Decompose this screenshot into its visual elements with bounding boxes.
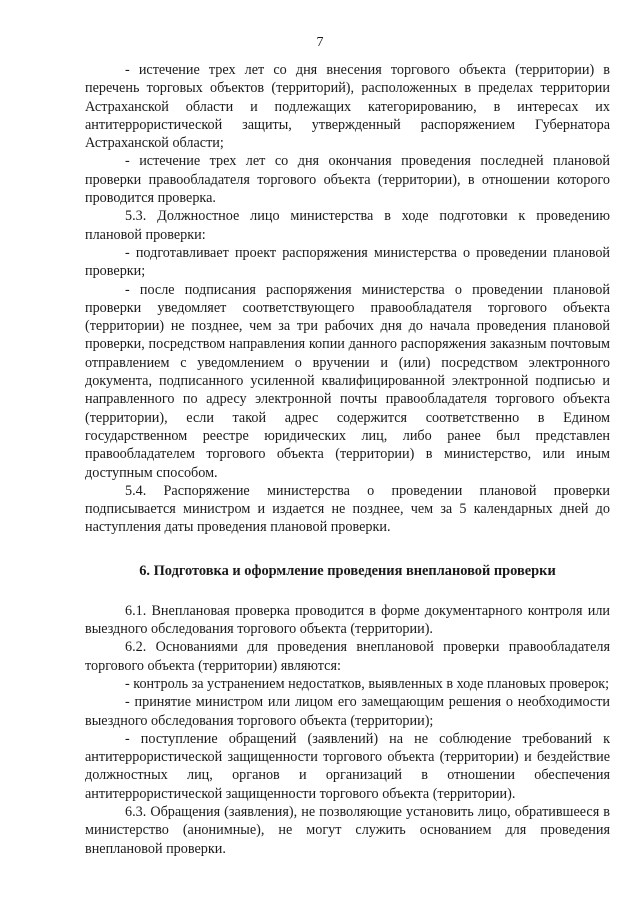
paragraph: 6.2. Основаниями для проведения внеплановой проверки правообладателя торгового объекта (территории) являются: — [85, 639, 610, 674]
paragraph: - поступление обращений (заявлений) на не соблюдение требований к антитеррористической защищенности торгового объекта (территории) и бездействие должностных лиц, органов и организаций в отношении обеспечения антитеррористической защищенности торгового объекта (территории). — [85, 730, 610, 802]
paragraph: - после подписания распоряжения министерства о проведении плановой проверки уведомляет соответствующего правообладателя торгового объекта (территории) не позднее, чем за три рабочих дня до начала проведения плановой проверки, посредством направления копии данного распоряжения заказным почтовым отправлением с уведомлением о вручении и (или) посредством электронного документа, подписанного усиленной квалифицированной электронной подписью и направленного по адресу электронной почты правообладателя торгового объекта (территории), если такой адрес содержится соответственно в Едином государственном реестре юридических лиц, либо ранее был представлен правообладателем торгового объекта (территории) в министерство, или иным доступным способом. — [85, 281, 610, 481]
paragraph: 6.1. Внеплановая проверка проводится в форме документарного контроля или выездного обследования торгового объекта (территории). — [85, 602, 610, 638]
paragraph: 5.4. Распоряжение министерства о проведении плановой проверки подписывается министром и издается не позднее, чем за 5 календарных дней до наступления даты проведения плановой проверки. — [85, 482, 610, 536]
section-heading: 6. Подготовка и оформление проведения внеплановой проверки — [139, 562, 556, 579]
paragraph: - истечение трех лет со дня внесения торгового объекта (территории) в перечень торговых объектов (территорий), расположенных в пределах территории Астраханской области и подлежащих категорированию, в интересах их антитеррористической защиты, утвержденный распоряжением Губернатора Астраханской области; — [85, 62, 610, 152]
paragraph: - подготавливает проект распоряжения министерства о проведении плановой проверки; — [85, 244, 610, 280]
document-body — [85, 61, 610, 858]
paragraph: 6.3. Обращения (заявления), не позволяющие установить лицо, обратившееся в министерство (анонимные), не могут служить основанием для проведения внеплановой проверки. — [85, 803, 610, 857]
paragraph: 5.3. Должностное лицо министерства в ходе подготовки к проведению плановой проверки: — [85, 208, 610, 243]
paragraph: - истечение трех лет со дня окончания проведения последней плановой проверки правообладателя торгового объекта (территории), в отношении которого проводится проверка. — [85, 153, 610, 207]
paragraph: - принятие министром или лицом его замещающим решения о необходимости выездного обследования торгового объекта (территории); — [85, 694, 610, 729]
page-number: 7 — [316, 35, 324, 50]
paragraph: - контроль за устранением недостатков, выявленных в ходе плановых проверок; — [125, 675, 610, 692]
